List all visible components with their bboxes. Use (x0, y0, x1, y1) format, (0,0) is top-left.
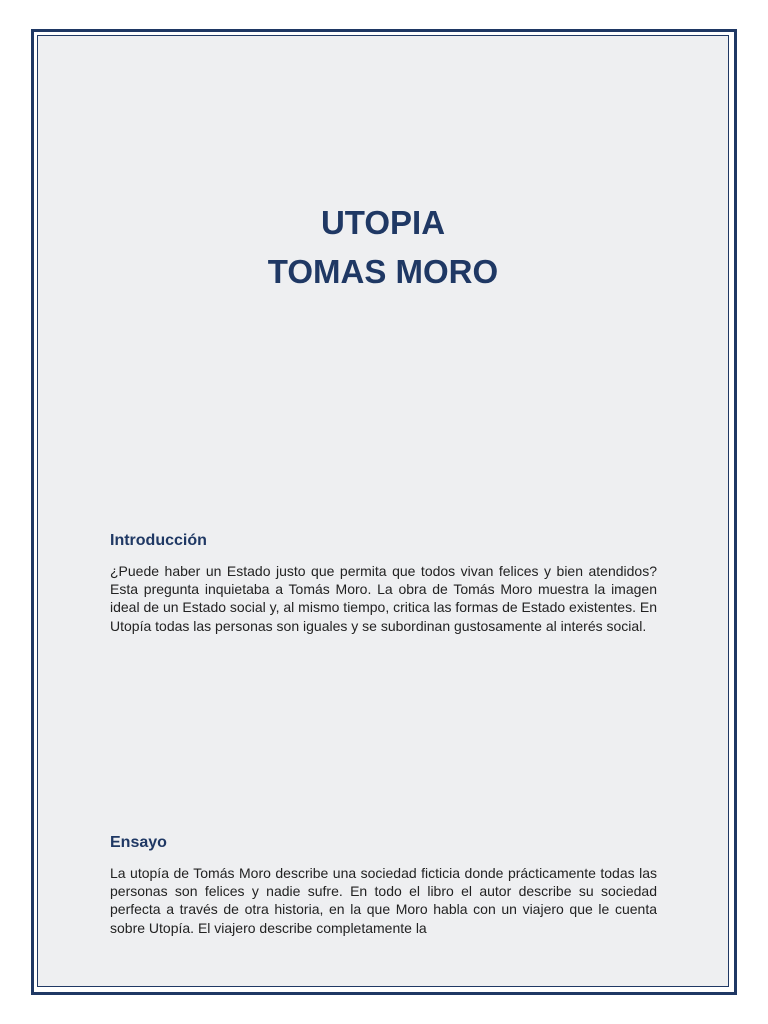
title-line-1: UTOPIA (320, 204, 446, 241)
cover-title (37, 198, 729, 296)
section-heading-introduccion: Introducción (110, 532, 207, 549)
section-heading-ensayo: Ensayo (110, 834, 167, 851)
section-body-introduccion: ¿Puede haber un Estado justo que permita que todos vivan felices y bien atendidos? Esta pregunta inquietaba a Tomás Moro. La obra de Tomás Moro muestra la imagen ideal de un Estado social y, al mismo tiempo, critica las formas de Estado existentes. En Utopía todas las personas son iguales y se subordinan gustosamente al interés social. (110, 563, 657, 634)
title-line-2: TOMAS MORO (267, 253, 499, 290)
section-body-ensayo: La utopía de Tomás Moro describe una sociedad ficticia donde prácticamente todas las personas son felices y nadie sufre. En todo el libro el autor describe su sociedad perfecta a través de otra historia, en la que Moro habla con un viajero que le cuenta sobre Utopía. El viajero describe completamente la (110, 865, 657, 936)
